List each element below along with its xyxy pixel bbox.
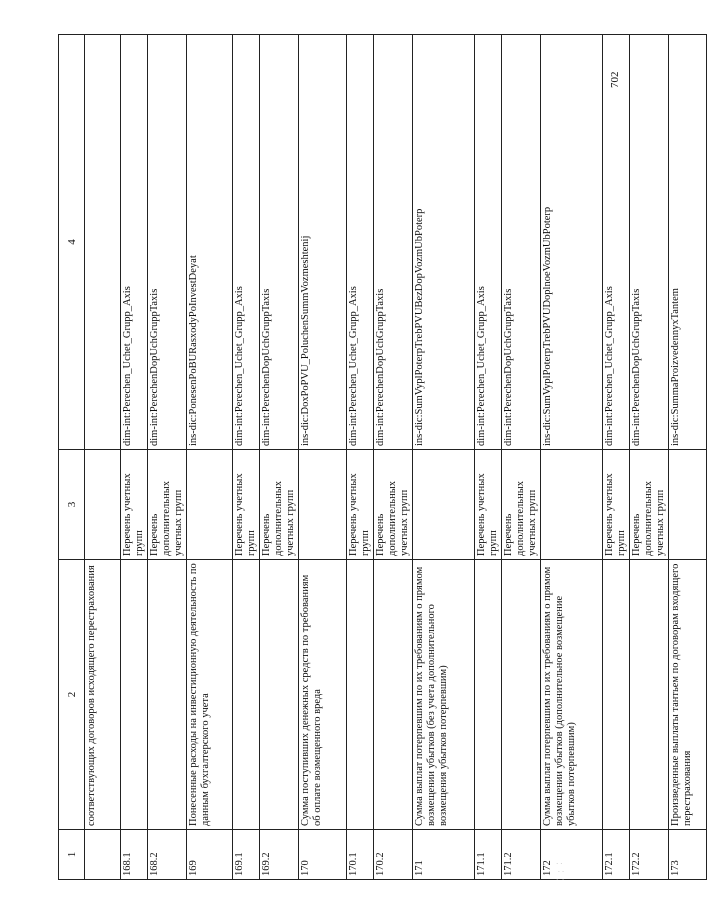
page-number: 702: [609, 71, 621, 88]
table-row: [669, 35, 707, 880]
row-code: dim-int:Perechen_Uchet_Grupp_Axis: [233, 35, 260, 450]
row-code: dim-int:Perechen_Uchet_Grupp_Axis: [347, 35, 374, 450]
header-cell: 4: [59, 35, 85, 450]
row-description: Сумма поступивших денежных средств по требованиям об оплате возмещенного вреда: [299, 560, 347, 830]
row-number: 173: [669, 830, 707, 880]
row-number: 171.1: [475, 830, 502, 880]
row-number: 170: [299, 830, 347, 880]
row-code: dim-int:Perechen_Uchet_Grupp_Axis: [475, 35, 502, 450]
table-row: [148, 35, 187, 880]
table-row: [413, 35, 475, 880]
table-row: [541, 35, 603, 880]
table-row: [260, 35, 299, 880]
row-number: 172: [541, 830, 603, 880]
row-number: 168.1: [121, 830, 148, 880]
table-row: [121, 35, 148, 880]
row-code: [85, 35, 121, 450]
table-row: [502, 35, 541, 880]
table-row: [85, 35, 121, 880]
row-code: dim-int:PerechenDopUchGruppTaxis: [502, 35, 541, 450]
row-group: [187, 450, 233, 560]
row-number: 169: [187, 830, 233, 880]
row-code: ins-dic:SumVyplPoterpTrebPVUDoplnoeVozmUbPoterp: [541, 35, 603, 450]
header-cell: 2: [59, 560, 85, 830]
row-code: ins-dic:DoxPoPVU_PoluchenSummVozmeshtenij: [299, 35, 347, 450]
row-number: 172.1: [603, 830, 630, 880]
row-description: Понесенные расходы на инвестиционную деятельность по данным бухгалтерского учета: [187, 560, 233, 830]
row-group: [85, 450, 121, 560]
row-description: [233, 560, 260, 830]
scan-specks: · · · · · ·: [556, 860, 565, 884]
row-group: Перечень учетных групп: [475, 450, 502, 560]
row-group: Перечень учетных групп: [121, 450, 148, 560]
table-row: [475, 35, 502, 880]
header-row: [59, 35, 85, 880]
table-row: [347, 35, 374, 880]
row-group: [413, 450, 475, 560]
row-code: dim-int:PerechenDopUchGruppTaxis: [260, 35, 299, 450]
table-row: [630, 35, 669, 880]
row-number: 169.2: [260, 830, 299, 880]
row-description: [121, 560, 148, 830]
table-row: [233, 35, 260, 880]
row-code: dim-int:PerechenDopUchGruppTaxis: [148, 35, 187, 450]
row-code: dim-int:PerechenDopUchGruppTaxis: [374, 35, 413, 450]
row-description: Сумма выплат потерпевшим по их требованиям о прямом возмещении убытков (без учета дополнительного возмещения убытков потерпевшим): [413, 560, 475, 830]
table-row: [187, 35, 233, 880]
row-number: 171.2: [502, 830, 541, 880]
row-description: [374, 560, 413, 830]
header-cell: 3: [59, 450, 85, 560]
row-code: ins-dic:PonesenPoBURasxodyPoInvestDeyat: [187, 35, 233, 450]
row-number: 170.2: [374, 830, 413, 880]
table-row: [299, 35, 347, 880]
row-code: dim-int:Perechen_Uchet_Grupp_Axis: [603, 35, 630, 450]
row-description: [603, 560, 630, 830]
row-group: Перечень дополнительных учетных групп: [374, 450, 413, 560]
row-group: Перечень учетных групп: [233, 450, 260, 560]
row-number: 171: [413, 830, 475, 880]
row-number: 170.1: [347, 830, 374, 880]
row-number: 168.2: [148, 830, 187, 880]
table-row: [374, 35, 413, 880]
row-number: 172.2: [630, 830, 669, 880]
row-group: Перечень дополнительных учетных групп: [502, 450, 541, 560]
row-group: Перечень учетных групп: [347, 450, 374, 560]
row-group: [541, 450, 603, 560]
row-description: [502, 560, 541, 830]
header-cell: 1: [59, 830, 85, 880]
document-table: [58, 34, 707, 880]
row-group: Перечень дополнительных учетных групп: [148, 450, 187, 560]
row-group: [299, 450, 347, 560]
row-description: [347, 560, 374, 830]
row-description: [260, 560, 299, 830]
row-code: dim-int:Perechen_Uchet_Grupp_Axis: [121, 35, 148, 450]
row-description: Сумма выплат потерпевшим по их требованиям о прямом возмещении убытков (дополнительное возмещение убытков потерпевшим): [541, 560, 603, 830]
row-description: [475, 560, 502, 830]
row-code: ins-dic:SummaProizvedennyxTantem: [669, 35, 707, 450]
row-code: dim-int:PerechenDopUchGruppTaxis: [630, 35, 669, 450]
table-row: [603, 35, 630, 880]
row-description: [148, 560, 187, 830]
row-code: ins-dic:SumVyplPoterpTrebPVUBezDopVozmUbPoterp: [413, 35, 475, 450]
row-number: 169.1: [233, 830, 260, 880]
row-number: [85, 830, 121, 880]
row-group: [669, 450, 707, 560]
rotated-page: [58, 35, 693, 880]
row-group: Перечень дополнительных учетных групп: [630, 450, 669, 560]
row-description: [630, 560, 669, 830]
row-group: Перечень учетных групп: [603, 450, 630, 560]
row-description: Произведенные выплаты тантьем по договорам входящего перестрахования: [669, 560, 707, 830]
row-group: Перечень дополнительных учетных групп: [260, 450, 299, 560]
row-description: соответствующих договоров исходящего перестрахования: [85, 560, 121, 830]
